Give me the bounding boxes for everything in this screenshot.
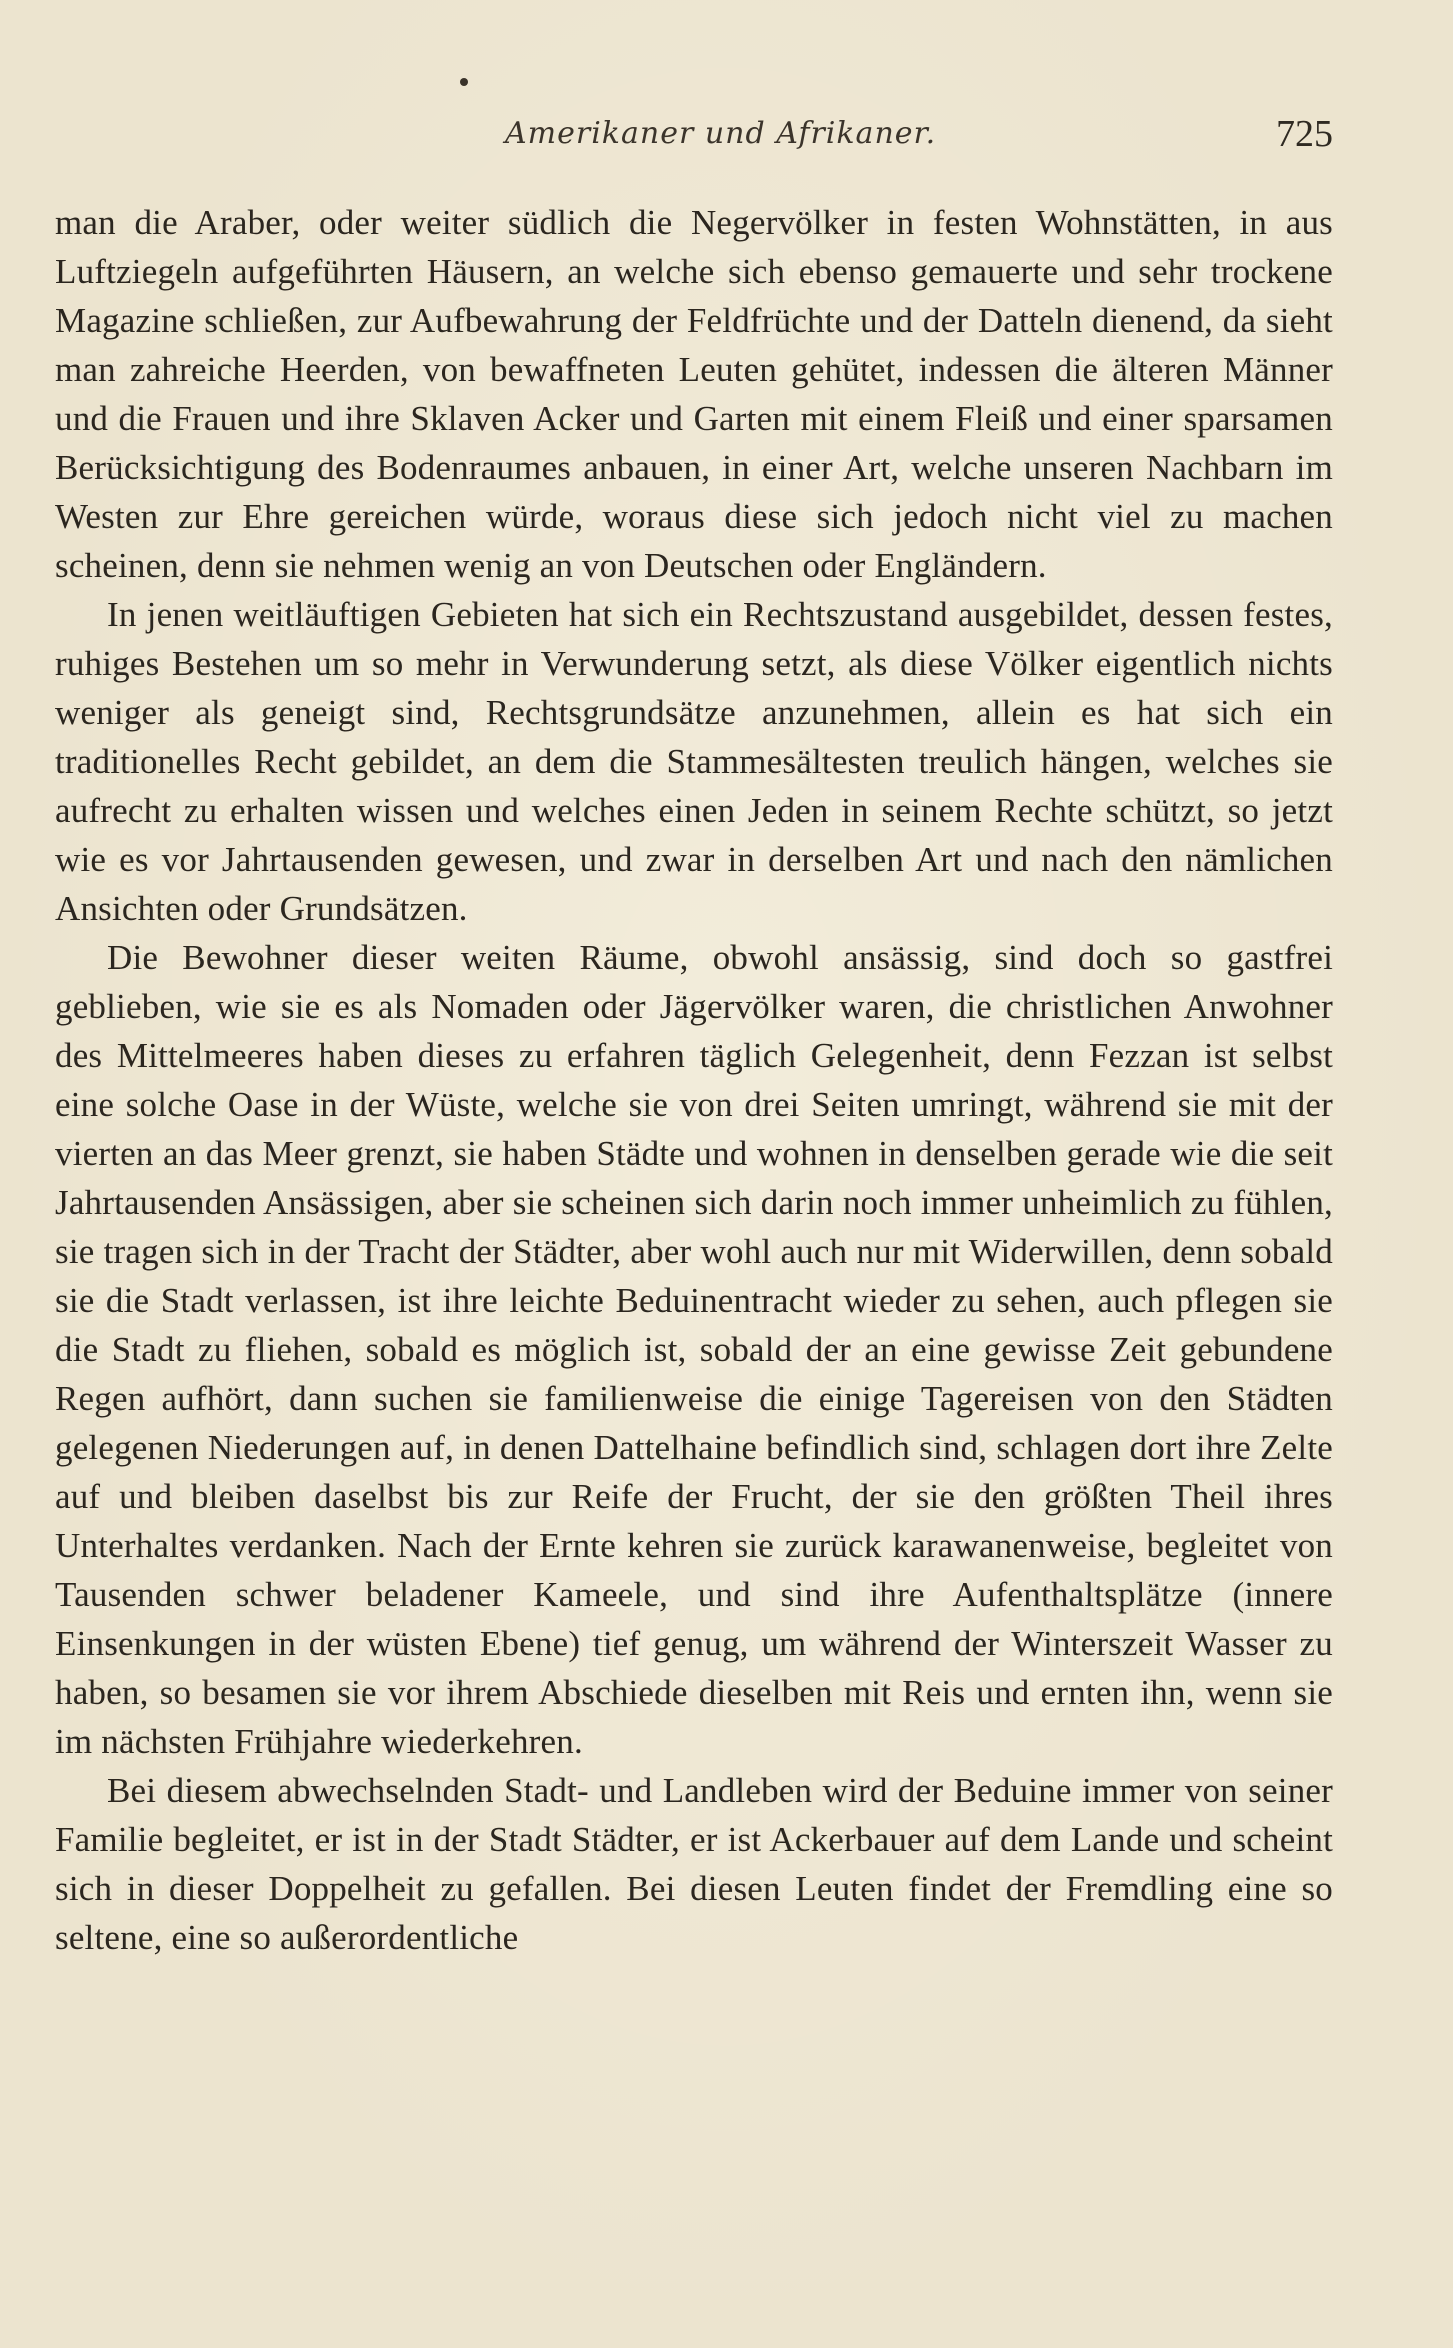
- paragraph-legal-custom: In jenen weitläuftigen Gebieten hat sich ein Rechtszustand ausgebildet, dessen festes, ruhiges Bestehen um so mehr in Verwunderung setzt, als diese Völker eigentlich nichts weniger als geneigt sind, Rechtsgrundsätze anzunehmen, allein es hat sich ein traditionelles Recht gebildet, an dem die Stammesältesten treulich hängen, welches sie aufrecht zu erhalten wissen und welches einen Jeden in seinem Rechte schützt, so jetzt wie es vor Jahrtausenden gewesen, und zwar in derselben Art und nach den nämlichen Ansichten oder Grundsätzen.: [55, 595, 1333, 928]
- paragraph-hospitality: Die Bewohner dieser weiten Räume, obwohl ansässig, sind doch so gastfrei geblieben, wie sie es als Nomaden oder Jägervölker waren, die christlichen Anwohner des Mittelmeeres haben dieses zu erfahren täglich Gelegenheit, denn Fezzan ist selbst eine solche Oase in der Wüste, welche sie von drei Seiten umringt, während sie mit der vierten an das Meer grenzt, sie haben Städte und wohnen in denselben gerade wie die seit Jahrtausenden Ansässigen, aber sie scheinen sich darin noch immer unheimlich zu fühlen, sie tragen sich in der Tracht der Städter, aber wohl auch nur mit Widerwillen, denn sobald sie die Stadt verlassen, ist ihre leichte Beduinentracht wieder zu sehen, auch pflegen sie die Stadt zu fliehen, sobald es möglich ist, sobald der an eine gewisse Zeit gebundene Regen aufhört, dann suchen sie familienweise die einige Tagereisen von den Städten gelegenen Niederungen auf, in denen Dattelhaine befindlich sind, schlagen dort ihre Zelte auf und bleiben daselbst bis zur Reife der Frucht, der sie den größten Theil ihres Unterhaltes verdanken. Nach der Ernte kehren sie zurück karawanenweise, begleitet von Tausenden schwer beladener Kameele, und sind ihre Aufenthaltsplätze (innere Einsenkungen in der wüsten Ebene) tief genug, um während der Winterszeit Wasser zu haben, so besamen sie vor ihrem Abschiede dieselben mit Reis und ernten ihn, wenn sie im nächsten Frühjahre wiederkehren.: [55, 938, 1333, 1761]
- paragraph-continuation: man die Araber, oder weiter südlich die Negervölker in festen Wohnstätten, in aus Luftziegeln aufgeführten Häusern, an welche sich ebenso gemauerte und sehr trockene Magazine schließen, zur Aufbewahrung der Feldfrüchte und der Datteln dienend, da sieht man zahreiche Heerden, von bewaffneten Leuten gehütet, indessen die älteren Männer und die Frauen und ihre Sklaven Acker und Garten mit einem Fleiß und einer sparsamen Berücksichtigung des Bodenraumes anbauen, in einer Art, welche unseren Nachbarn im Westen zur Ehre gereichen würde, woraus diese sich jedoch nicht viel zu machen scheinen, denn sie nehmen wenig an von Deutschen oder Engländern.: [55, 203, 1333, 585]
- paragraph-bedouin-life: Bei diesem abwechselnden Stadt- und Landleben wird der Beduine immer von seiner Familie begleitet, er ist in der Stadt Städter, er ist Ackerbauer auf dem Lande und scheint sich in dieser Doppelheit zu gefallen. Bei diesen Leuten findet der Fremdling eine so seltene, eine so außerordentliche: [55, 1771, 1333, 1957]
- page-number: 725: [1276, 113, 1333, 155]
- body-text: [55, 198, 1333, 1962]
- printer-mark-dot: [460, 78, 468, 86]
- running-title: Amerikaner und Afrikaner.: [505, 116, 937, 151]
- page-header: [55, 112, 1333, 162]
